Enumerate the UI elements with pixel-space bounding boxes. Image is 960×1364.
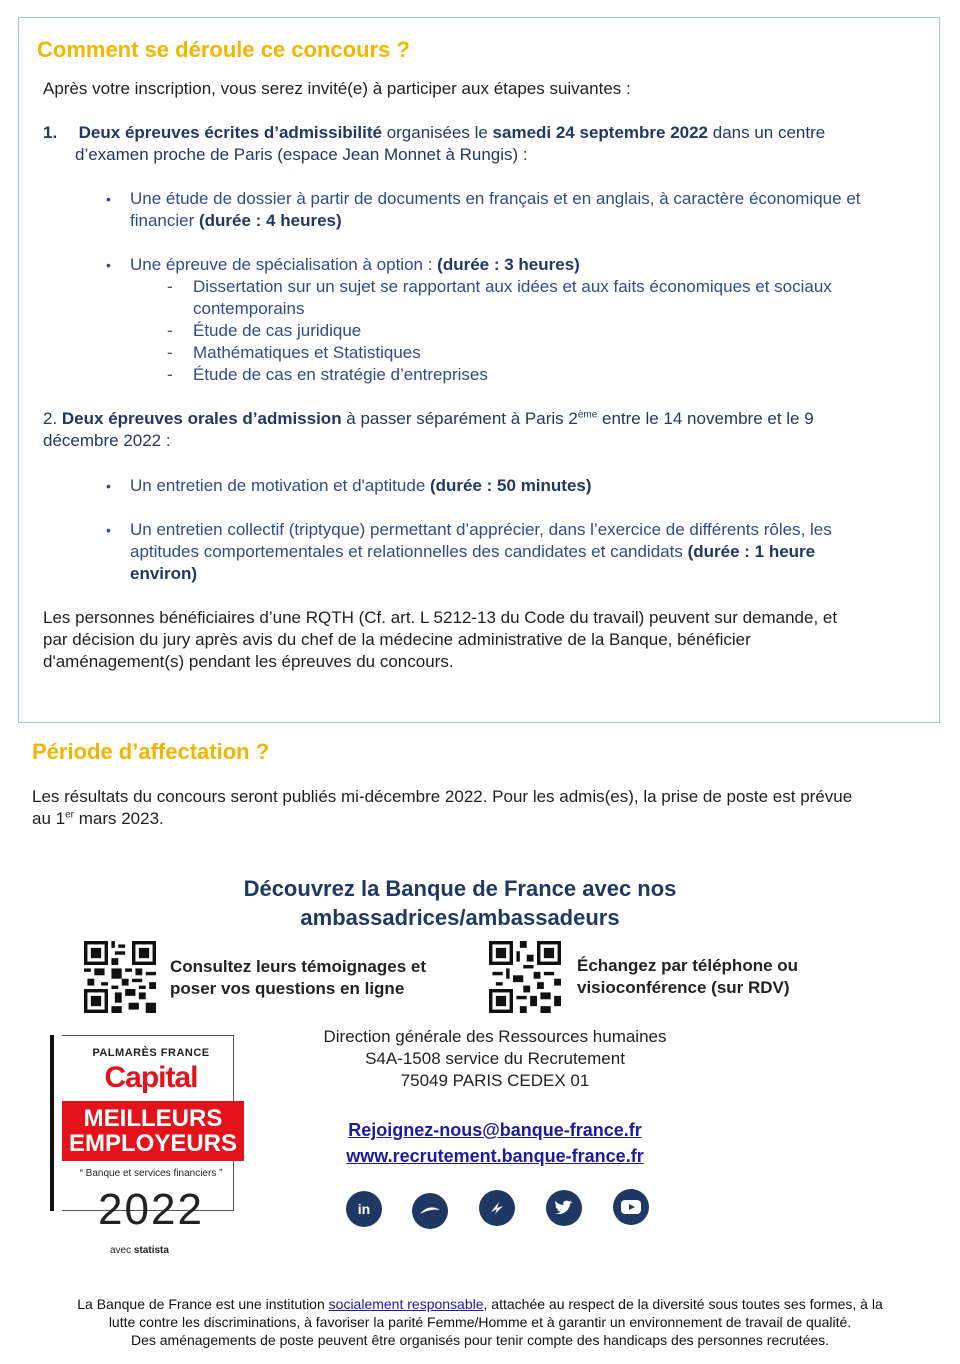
csr-link[interactable]: socialement responsable	[328, 1296, 484, 1312]
contact-address	[295, 1026, 695, 1092]
step1-text1: organisées le	[381, 123, 493, 142]
contact-links	[295, 1118, 695, 1170]
award-sector: “ Banque et services financiers ”	[79, 1168, 223, 1179]
bullet-specialisation-duration: (durée : 3 heures)	[437, 255, 580, 274]
qr-code-icon[interactable]	[489, 941, 561, 1013]
option-text: Mathématiques et Statistiques	[193, 343, 421, 362]
bullet-collectif	[106, 519, 930, 585]
bullet-motivation-duration: (durée : 50 minutes)	[430, 476, 592, 495]
youtube-icon[interactable]	[613, 1189, 649, 1225]
step2-text2: entre le 14 novembre et le 9	[597, 409, 814, 428]
bullet-collectif-duration: (durée : 1 heure	[687, 542, 816, 561]
bullet-icon: •	[106, 257, 111, 273]
contact-line1: Direction générale des Ressources humaines	[323, 1027, 667, 1046]
affectation-line2: au 1	[32, 809, 66, 828]
capital-logo: Capital	[104, 1061, 198, 1094]
step1-bold1: Deux épreuves écrites d’admissibilité	[78, 123, 382, 142]
footer-line1a: La Banque de France est une institution	[77, 1296, 329, 1312]
rqth-paragraph	[43, 607, 923, 673]
section-title-concours: Comment se déroule ce concours ?	[37, 37, 410, 62]
bullet-icon: •	[106, 522, 111, 538]
dash-icon: -	[167, 321, 173, 340]
contact-line2: S4A-1508 service du Recrutement	[365, 1049, 625, 1068]
award-year: 2022	[98, 1185, 204, 1234]
discover-title	[160, 874, 760, 932]
award-line2: EMPLOYEURS	[68, 1130, 238, 1157]
award-badge	[50, 1035, 244, 1261]
dash-icon: -	[167, 277, 173, 296]
award-title-banner	[62, 1101, 244, 1161]
bullet-dossier-line1: Une étude de dossier à partir de documents en français et en anglais, à caractère économique et	[130, 189, 861, 208]
bullet-specialisation	[106, 254, 930, 276]
rqth-line: par décision du jury après avis du chef de la médecine administrative de la Banque, bénéficier	[43, 630, 751, 649]
contact-line3: 75049 PARIS CEDEX 01	[400, 1071, 590, 1090]
option-maths	[167, 342, 421, 364]
dash-icon: -	[167, 343, 173, 362]
footer-line2: lutte contre les discriminations, à favoriser la parité Femme/Homme et à garantir un environnement de travail de qualité.	[108, 1314, 852, 1330]
affectation-text	[32, 786, 932, 830]
step2-number: 2.	[43, 409, 62, 428]
step2-text1: à passer séparément à Paris 2	[341, 409, 578, 428]
bullet-collectif-line1: Un entretien collectif (triptyque) permettant d’apprécier, dans l’exercice de différents rôles, les	[130, 520, 832, 539]
option-juridique	[167, 320, 362, 342]
bullet-dossier-duration: (durée : 4 heures)	[198, 211, 342, 230]
affectation-line1: Les résultats du concours seront publiés mi-décembre 2022. Pour les admis(es), la prise de poste est prévue	[32, 787, 853, 806]
footer-line3: Des aménagements de poste peuvent être organisés pour tenir compte des handicaps des personnes recrutées.	[130, 1332, 830, 1348]
option-dissertation-cont: contemporains	[193, 299, 305, 318]
bullet-icon: •	[106, 478, 111, 494]
website-link[interactable]: www.recrutement.banque-france.fr	[346, 1146, 644, 1166]
qr-code-icon[interactable]	[84, 941, 156, 1013]
rqth-line: d'aménagement(s) pendant les épreuves du concours.	[43, 652, 454, 671]
qr1-line2: poser vos questions en ligne	[170, 979, 405, 998]
step2-line1	[43, 408, 923, 430]
bullet-motivation-text: Un entretien de motivation et d'aptitude	[130, 476, 430, 495]
bullet-collectif-line2: aptitudes comportementales et relationnelles des candidates et candidats	[130, 542, 688, 561]
bullet-dossier	[106, 188, 930, 232]
dash-icon: -	[167, 365, 173, 384]
twitter-icon[interactable]	[546, 1190, 582, 1226]
footer-diversity	[20, 1295, 940, 1349]
step2-line2: décembre 2022 :	[43, 431, 171, 450]
footer-line1b: , attachée au respect de la diversité sous toutes ses formes, à la	[483, 1296, 883, 1312]
step1-line1	[43, 122, 923, 144]
affectation-sup: er	[65, 809, 74, 821]
email-link[interactable]: Rejoignez-nous@banque-france.fr	[348, 1120, 642, 1140]
bullet-dossier-line2: financier	[130, 211, 199, 230]
bullet-motivation	[106, 475, 930, 497]
option-strategie	[167, 364, 488, 386]
qr1-line1: Consultez leurs témoignages et	[170, 957, 426, 976]
rqth-line: Les personnes bénéficiaires d’une RQTH (Cf. art. L 5212-13 du Code du travail) peuvent sur demande, et	[43, 608, 838, 627]
welcome-icon[interactable]	[479, 1190, 515, 1226]
step1-line2: d’examen proche de Paris (espace Jean Monnet à Rungis) :	[75, 145, 528, 164]
qr2-line1: Échangez par téléphone ou	[577, 956, 799, 975]
qr2-line2: visioconférence (sur RDV)	[577, 978, 790, 997]
qr2-caption	[577, 955, 798, 999]
section-title-affectation: Période d’affectation ?	[32, 739, 270, 764]
step1-number: 1.	[43, 123, 58, 142]
award-line1: MEILLEURS	[83, 1105, 223, 1132]
discover-title-line1: Découvrez la Banque de France avec nos	[243, 876, 677, 901]
option-text: Étude de cas en stratégie d’entreprises	[193, 365, 488, 384]
qr1-caption	[170, 956, 426, 1000]
bullet-collectif-line3: environ)	[130, 564, 198, 583]
discover-title-line2: ambassadrices/ambassadeurs	[300, 905, 620, 930]
step2-sup: ème	[577, 409, 598, 421]
bullet-icon: •	[106, 191, 111, 207]
award-with: avec	[110, 1245, 132, 1256]
step2-bold1: Deux épreuves orales d’admission	[61, 409, 342, 428]
bdf-icon[interactable]	[412, 1193, 448, 1229]
affectation-line2b: mars 2023.	[74, 809, 164, 828]
option-text: Étude de cas juridique	[193, 321, 362, 340]
award-with-statista	[110, 1245, 169, 1256]
bullet-specialisation-text: Une épreuve de spécialisation à option :	[130, 255, 438, 274]
linkedin-icon[interactable]: in	[346, 1191, 382, 1227]
step1-date: samedi 24 septembre 2022	[492, 123, 709, 142]
step1-text2: dans un centre	[708, 123, 826, 142]
award-top-label: PALMARÈS FRANCE	[92, 1047, 210, 1059]
intro-text: Après votre inscription, vous serez invité(e) à participer aux étapes suivantes :	[43, 79, 631, 98]
option-text: Dissertation sur un sujet se rapportant aux idées et aux faits économiques et sociaux	[193, 277, 832, 296]
statista-logo: statista	[133, 1245, 169, 1256]
option-dissertation	[167, 276, 832, 298]
